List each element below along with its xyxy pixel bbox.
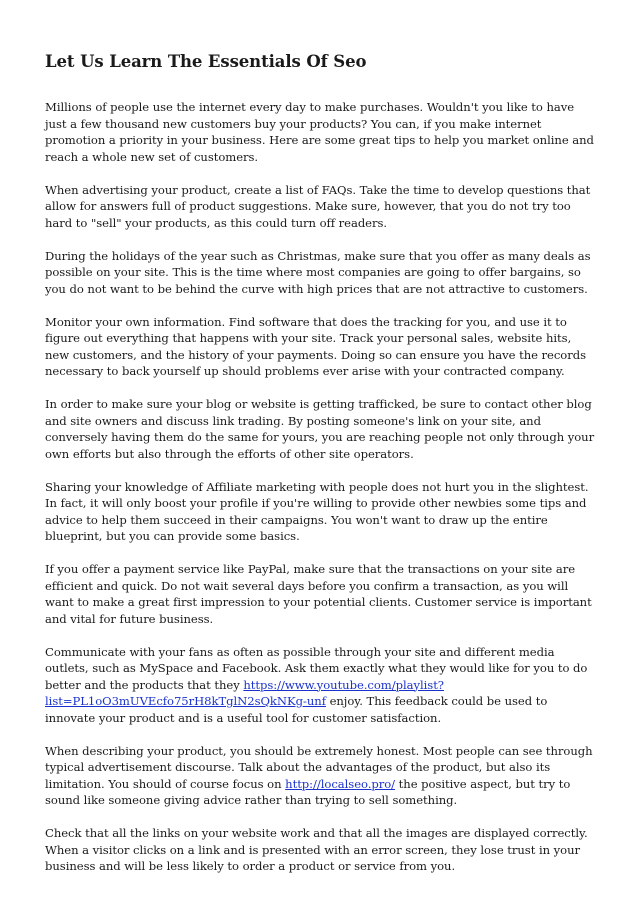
paragraph-text-after-link: enjoy. This feedback could be used to innovate your product and is a useful tool for customer satisfaction. xyxy=(45,694,548,725)
paragraph-with-link xyxy=(45,743,595,809)
paragraph-text-before-link: Communicate with your fans as often as possible through your site and different media outlets, such as MySpace and Facebook. Ask them exactly what they would like for you to do better and the products that they xyxy=(45,644,588,692)
paragraph: Check that all the links on your website work and that all the images are displayed correctly. When a visitor clicks on a link and is presented with an error screen, they lose trust in your business and will be less likely to order a product or service from you. xyxy=(45,826,588,873)
paragraph: In order to make sure your blog or website is getting trafficked, be sure to contact other blog and site owners and discuss link trading. By posting someone's link on your site, and conversely having them do the same for yours, you are reaching people not only through your own efforts but also through the efforts of other site operators. xyxy=(45,397,595,461)
paragraph-text-before-link: When describing your product, you should be extremely honest. Most people can see through typical advertisement discourse. Talk about the advantages of the product, but also its limitation. You should of course focus on xyxy=(45,743,593,791)
paragraph-text-after-link: the positive aspect, but try to sound like someone giving advice rather than trying to sell something. xyxy=(45,776,571,807)
document-page xyxy=(45,52,595,891)
paragraph: If you offer a payment service like PayPal, make sure that the transactions on your site are efficient and quick. Do not wait several days before you confirm a transaction, as you will want to make a great first impression to your potential clients. Customer service is important and vital for future business. xyxy=(45,562,592,626)
localseo-link[interactable]: http://localseo.pro/ xyxy=(285,776,396,791)
paragraph: Sharing your knowledge of Affiliate marketing with people does not hurt you in the slightest. In fact, it will only boost your profile if you're willing to provide other newbies some tips and advice to help them succeed in their campaigns. You won't want to draw up the entire blueprint, but you can provide some basics. xyxy=(45,479,589,543)
page-title: Let Us Learn The Essentials Of Seo xyxy=(45,52,367,71)
paragraph: Millions of people use the internet every day to make purchases. Wouldn't you like to have just a few thousand new customers buy your products? You can, if you make internet promotion a priority in your business. Here are some great tips to help you market online and reach a whole new set of customers. xyxy=(45,100,594,164)
paragraph: During the holidays of the year such as Christmas, make sure that you offer as many deals as possible on your site. This is the time where most companies are going to offer bargains, so you do not want to be behind the curve with high prices that are not attractive to customers. xyxy=(45,248,591,296)
paragraph: When advertising your product, create a list of FAQs. Take the time to develop questions that allow for answers full of product suggestions. Make sure, however, that you do not try too hard to "sell" your products, as this could turn off readers. xyxy=(45,182,591,230)
paragraph-with-link xyxy=(45,644,595,727)
youtube-playlist-link[interactable]: https://www.youtube.com/playlist?list=PL1oO3mUVEcfo75rH8kTglN2sQkNKg-unf xyxy=(45,677,444,708)
paragraph: Monitor your own information. Find software that does the tracking for you, and use it to figure out everything that happens with your site. Track your personal sales, website hits, new customers, and the history of your payments. Doing so can ensure you have the records necessary to back yourself up should problems ever arise with your contracted company. xyxy=(45,314,587,378)
